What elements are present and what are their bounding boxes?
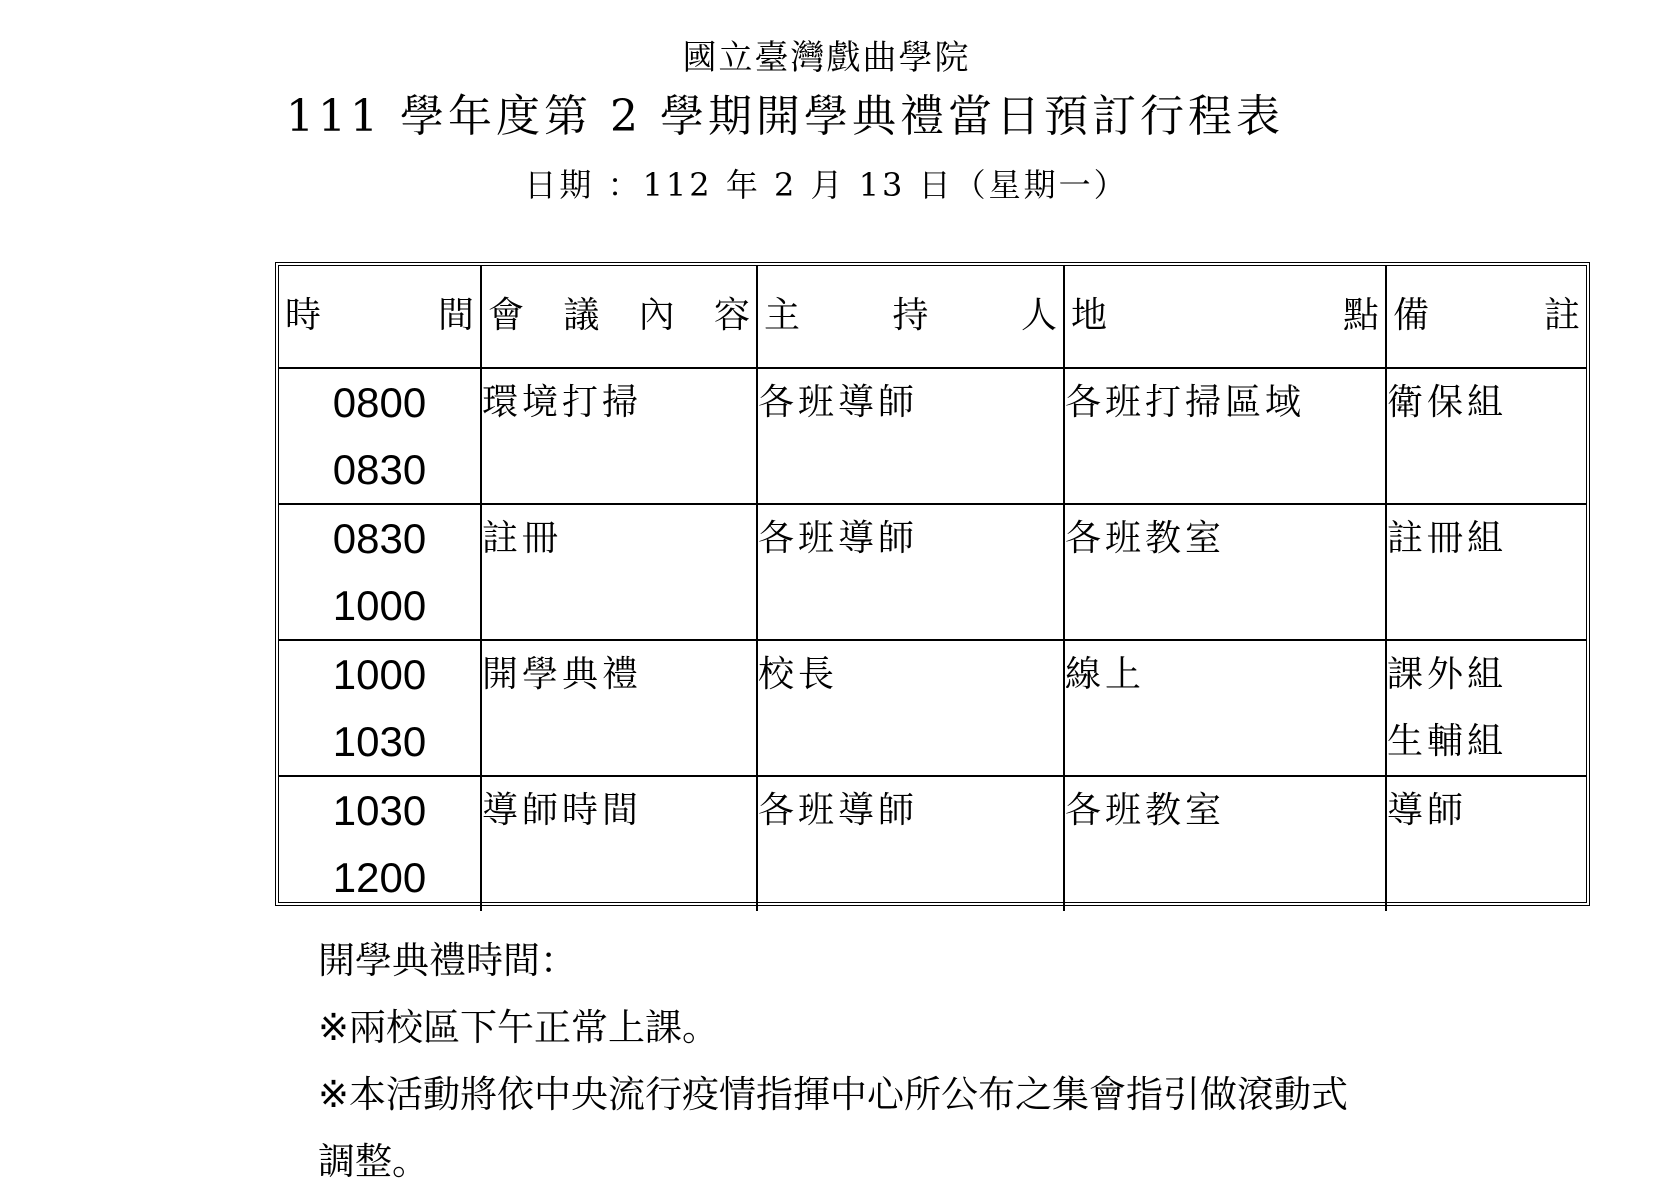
note-cell	[1386, 368, 1586, 504]
table-row	[279, 504, 1586, 640]
note-item: 調整。	[318, 1140, 429, 1183]
note-text: 衛保組	[1387, 382, 1508, 423]
table-row	[279, 368, 1586, 504]
note-text: 註冊組	[1387, 518, 1508, 559]
header-note	[1386, 266, 1586, 368]
time-cell	[279, 640, 481, 776]
table-row	[279, 776, 1586, 911]
time-start: 0830	[332, 515, 427, 562]
header-char: 備	[1393, 295, 1430, 336]
place-text: 線上	[1065, 654, 1146, 695]
host-text: 各班導師	[758, 382, 919, 423]
place-cell	[1064, 504, 1386, 640]
event-date: 日期 ：112 年 2 月 13 日（星期一）	[524, 166, 1129, 204]
host-text: 各班導師	[758, 518, 919, 559]
note-cell	[1386, 640, 1586, 776]
header-place	[1064, 266, 1386, 368]
time-end: 1030	[332, 718, 427, 765]
place-cell	[1064, 640, 1386, 776]
host-text: 校長	[758, 654, 839, 695]
note-cell	[1386, 776, 1586, 911]
host-text: 各班導師	[758, 790, 919, 831]
note-text: 導師	[1387, 790, 1468, 831]
note-cell	[1386, 504, 1586, 640]
host-cell	[757, 368, 1064, 504]
header-host	[757, 266, 1064, 368]
institution-name: 國立臺灣戲曲學院	[682, 38, 971, 78]
header-char: 會	[488, 295, 525, 336]
header-char: 主	[764, 295, 801, 336]
note-text: 課外組	[1387, 654, 1508, 695]
header-char: 內	[638, 295, 675, 336]
content-text: 註冊	[482, 518, 563, 559]
host-cell	[757, 640, 1064, 776]
time-end: 0830	[332, 446, 427, 493]
header-char: 地	[1071, 295, 1108, 336]
schedule-table-frame	[275, 262, 1590, 906]
time-end: 1200	[332, 854, 427, 901]
place-text: 各班教室	[1065, 790, 1226, 831]
header-char: 時	[285, 295, 322, 336]
time-end: 1000	[332, 582, 427, 629]
host-cell	[757, 776, 1064, 911]
content-text: 導師時間	[482, 790, 643, 831]
time-start: 1030	[332, 787, 427, 834]
notes-heading: 開學典禮時間：	[318, 939, 577, 982]
header-char: 持	[892, 295, 929, 336]
note-item: ※兩校區下午正常上課。	[318, 1006, 720, 1049]
content-text: 開學典禮	[482, 654, 643, 695]
header-char: 人	[1020, 295, 1057, 336]
content-text: 環境打掃	[482, 382, 643, 423]
host-cell	[757, 504, 1064, 640]
time-start: 0800	[332, 379, 427, 426]
header-char: 議	[563, 295, 600, 336]
note-text: 生輔組	[1387, 721, 1508, 762]
header-char: 間	[437, 295, 474, 336]
content-cell	[481, 640, 757, 776]
header-time	[279, 266, 481, 368]
place-text: 各班教室	[1065, 518, 1226, 559]
time-cell	[279, 776, 481, 911]
document-title: 111 學年度第 2 學期開學典禮當日預訂行程表	[286, 91, 1284, 142]
content-cell	[481, 368, 757, 504]
place-text: 各班打掃區域	[1065, 382, 1306, 423]
time-cell	[279, 504, 481, 640]
content-cell	[481, 776, 757, 911]
header-char: 註	[1543, 295, 1580, 336]
header-content	[481, 266, 757, 368]
header-char: 點	[1342, 295, 1379, 336]
table-header-row	[279, 266, 1586, 368]
header-char: 容	[713, 295, 750, 336]
place-cell	[1064, 368, 1386, 504]
time-start: 1000	[332, 651, 427, 698]
note-item: ※本活動將依中央流行疫情指揮中心所公布之集會指引做滾動式	[318, 1073, 1349, 1116]
place-cell	[1064, 776, 1386, 911]
schedule-table	[279, 266, 1586, 911]
time-cell	[279, 368, 481, 504]
content-cell	[481, 504, 757, 640]
table-row	[279, 640, 1586, 776]
